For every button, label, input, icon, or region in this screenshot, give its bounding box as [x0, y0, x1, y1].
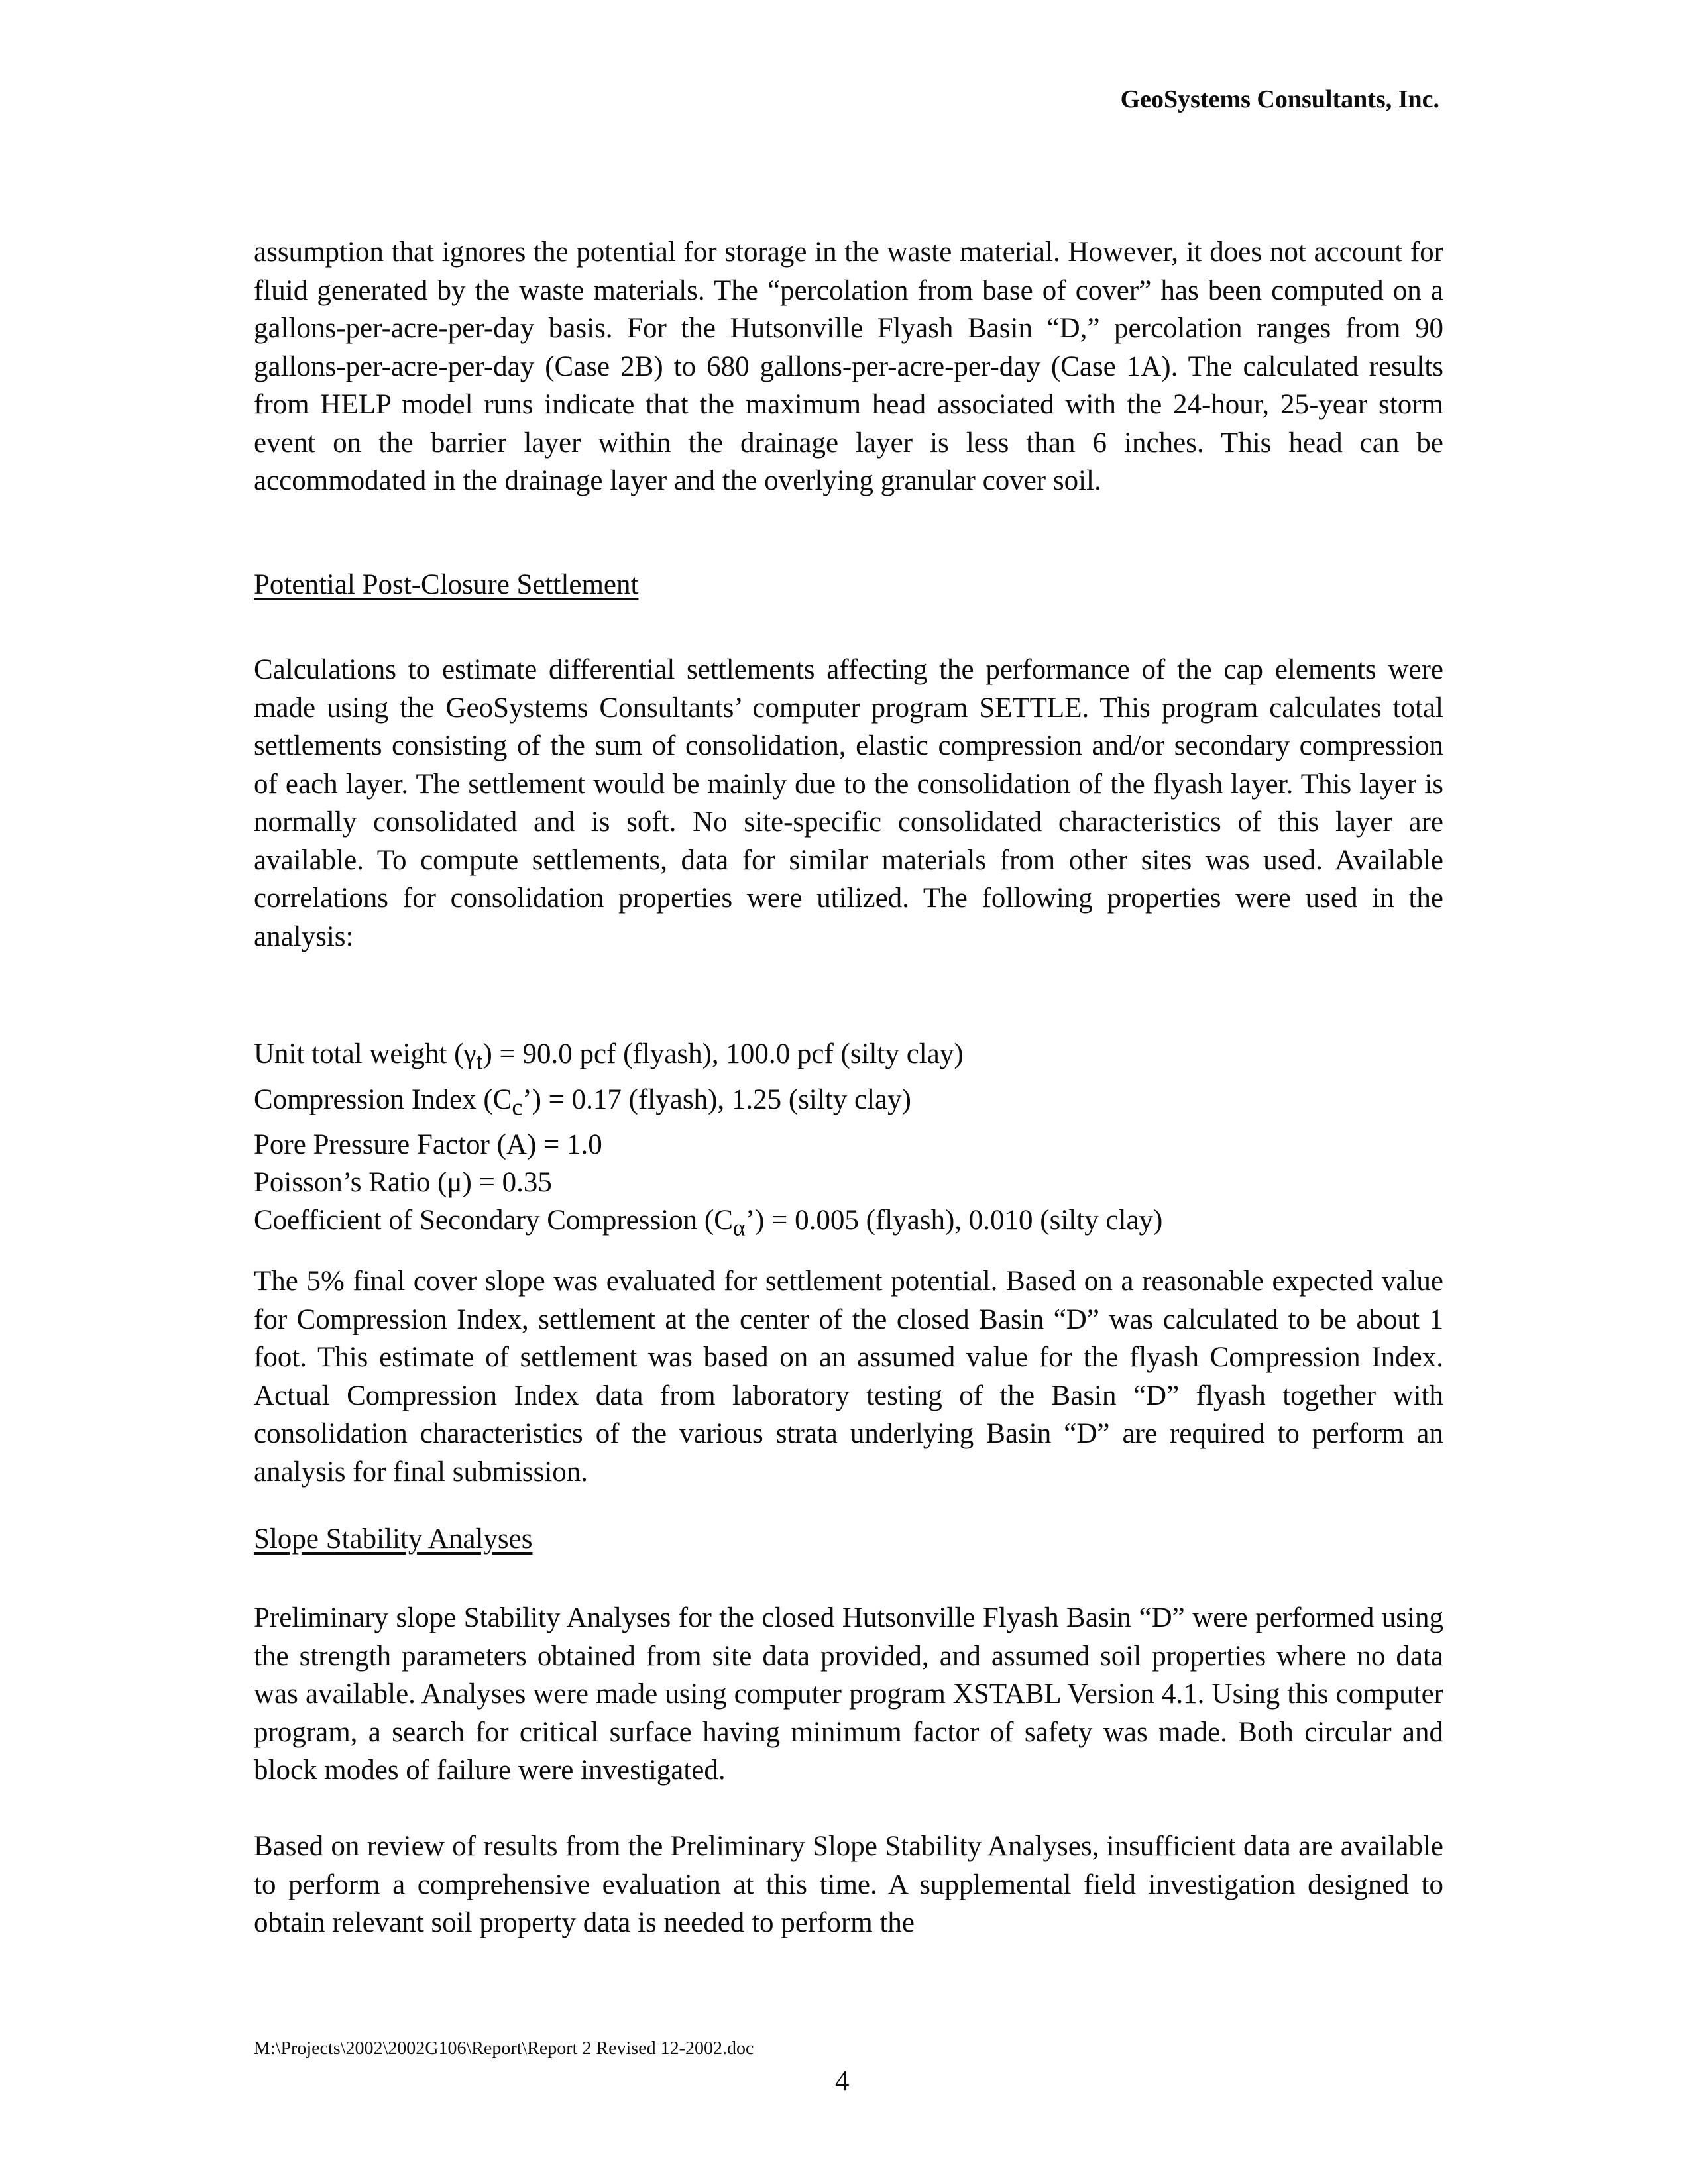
- pore-pressure-line: Pore Pressure Factor (A) = 1.0: [254, 1129, 602, 1161]
- intro-paragraph: assumption that ignores the potential for storage in the waste material. However, it does not account for fluid generated by the waste materials. The “percolation from base of cover” has been computed on a gallons-per-acre-per-day basis. For the Hutsonville Flyash Basin “D,” percolation ranges from 90 gallons-per-acre-per-day (Case 2B) to 680 gallons-per-acre-per-day (Case 1A). The calculated results from HELP model runs indicate that the maximum head associated with the 24-hour, 25-year storm event on the barrier layer within the drainage layer is less than 6 inches. This head can be accommodated in the drainage layer and the overlying granular cover soil.: [254, 237, 1443, 496]
- unit-weight-line: Unit total weight $(\gamma_t) = 90.0$ pcf (flyash), 100.0 pcf (silty clay): [254, 1038, 964, 1075]
- settlement-paragraph: Calculations to estimate differential settlements affecting the performance of the cap elements were made using the GeoSystems Consultants’ computer program SETTLE. This program calculates total settlements consisting of the sum of consolidation, elastic compression and/or secondary compression of each layer. The settlement would be mainly due to the consolidation of the flyash layer. This layer is normally consolidated and is soft. No site-specific consolidated characteristics of this layer are available. To compute settlements, data for similar materials from other sites was used. Available correlations for consolidation properties were utilized. The following properties were used in the analysis:: [254, 654, 1443, 952]
- stability-heading: Slope Stability Analyses: [254, 1523, 533, 1555]
- poisson-ratio-line: Poisson’s Ratio (μ) = 0.35: [254, 1167, 552, 1199]
- slope-paragraph: The 5% final cover slope was evaluated for settlement potential. Based on a reasonable expected value for Compression Index, settlement at the center of the closed Basin “D” was calculated to be about 1 foot. This estimate of settlement was based on an assumed value for the flyash Compression Index. Actual Compression Index data from laboratory testing of the Basin “D” flyash together with consolidation characteristics of the various strata underlying Basin “D” are required to perform an analysis for final submission.: [254, 1266, 1443, 1488]
- settlement-heading: Potential Post-Closure Settlement: [254, 569, 639, 600]
- stability-paragraph-2: Based on review of results from the Preliminary Slope Stability Analyses, insufficient data are available to perform a comprehensive evaluation at this time. A supplemental field investigation designed to obtain relevant soil property data is needed to perform the: [254, 1831, 1443, 1938]
- compression-index-line: Compression Index $(C_c’) = 0.17$ (flyash), 1.25 (silty clay): [254, 1083, 911, 1120]
- properties-list: [254, 1035, 1162, 1247]
- secondary-compression-line: Coefficient of Secondary Compression $(C_\alpha’) = 0.005$ (flyash), 0.010 (silty clay): [254, 1205, 1163, 1241]
- file-path-footer: M:\Projects\2002\2002G106\Report\Report 2 Revised 12-2002.doc: [254, 2038, 754, 2059]
- page-number: 4: [835, 2065, 850, 2097]
- company-header: GeoSystems Consultants, Inc.: [1120, 85, 1439, 113]
- stability-paragraph-1: Preliminary slope Stability Analyses for the closed Hutsonville Flyash Basin “D” were performed using the strength parameters obtained from site data provided, and assumed soil properties where no data was available. Analyses were made using computer program XSTABL Version 4.1. Using this computer program, a search for critical surface having minimum factor of safety was made. Both circular and block modes of failure were investigated.: [254, 1602, 1443, 1786]
